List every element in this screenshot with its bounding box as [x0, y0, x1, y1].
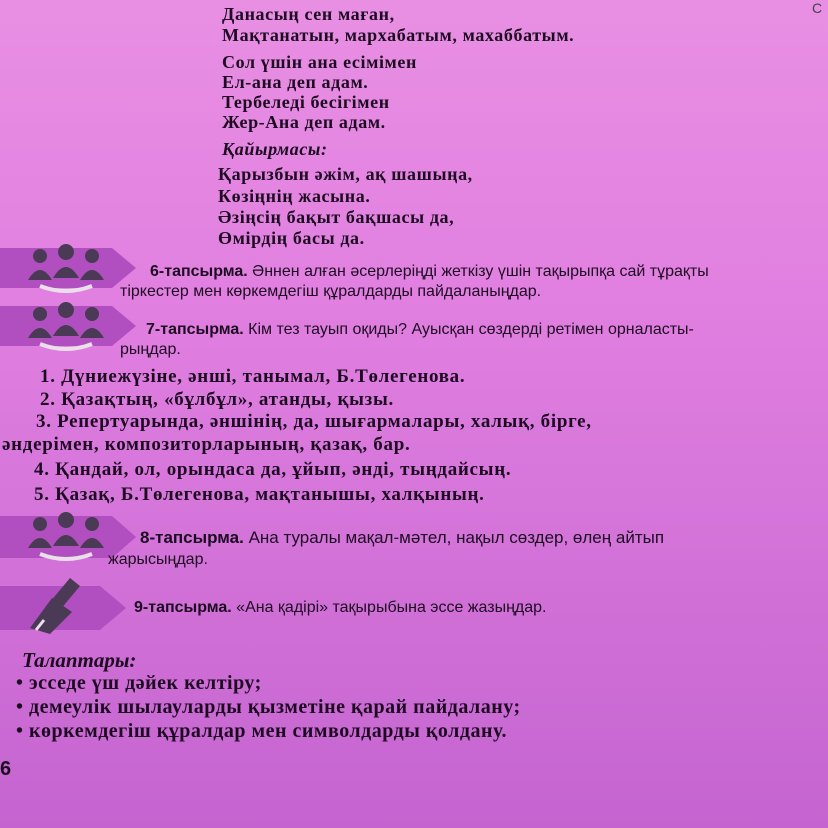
refrain-title: Қайырмасы: [222, 139, 328, 159]
poem-line: Тербеледі бесігімен [222, 92, 390, 112]
task-text: Ана туралы мақал-мәтел, нақыл сөздер, өлең айтып [248, 528, 665, 547]
bullet-icon: • [16, 672, 24, 694]
list-item-continued: әндерімен, композиторларының, қазақ, бар. [2, 434, 411, 455]
task-8-continued: жарысыңдар. [108, 551, 208, 568]
group-people-icon [0, 242, 140, 294]
requirement-text: эсседе үш дәйек келтіру; [29, 672, 262, 694]
task-7-continued: рыңдар. [120, 341, 181, 358]
list-item: 4. Қандай, ол, орындаса да, ұйып, әнді, тыңдайсың. [34, 459, 512, 480]
group-people-icon [0, 300, 140, 352]
task-text: Әннен алған әсерлеріңді жеткізу үшін тақырыпқа сай тұрақты [252, 263, 709, 280]
task-6 [150, 262, 709, 282]
bullet-icon: • [16, 720, 24, 742]
list-item: 3. Репертуарында, әншінің, да, шығармалары, халық, бірге, [36, 411, 592, 432]
pen-writing-icon [0, 572, 140, 636]
requirement-text: демеулік шылауларды қызметіне қарай пайдалану; [29, 696, 521, 718]
task-text: Кім тез тауып оқиды? Ауысқан сөздерді ретімен орналасты- [248, 321, 694, 338]
requirement-item [16, 720, 507, 743]
page-number: 6 [0, 758, 12, 780]
task-number: 9-тапсырма. [134, 599, 232, 616]
task-6-continued: тіркестер мен көркемдегіш құралдарды пайдаланыңдар. [120, 283, 542, 300]
task-7 [146, 320, 694, 340]
task-8 [140, 528, 664, 548]
list-item: 1. Дүниежүзіне, әнші, танымал, Б.Төлегенова. [40, 366, 466, 387]
poem-line: Сол үшін ана есімімен [222, 52, 417, 72]
task-number: 7-тапсырма. [146, 321, 244, 338]
poem-line: Данасың сен маған, [222, 4, 395, 24]
requirement-text: көркемдегіш құралдар мен символдарды қолдану. [29, 720, 507, 742]
poem-line: Қарызбын әжім, ақ шашыңа, [218, 164, 473, 184]
poem-line: Мақтанатын, мархабатым, махаббатым. [222, 25, 575, 45]
requirement-item [16, 696, 521, 719]
requirements-title: Талаптары: [22, 648, 137, 672]
page-edge-mark: C [812, 0, 823, 16]
poem-line: Әзіңсің бақыт бақшасы да, [218, 207, 455, 227]
poem-line: Жер-Ана деп адам. [222, 112, 386, 132]
poem-line: Көзіңнің жасына. [218, 186, 371, 206]
list-item: 2. Қазақтың, «бұлбұл», атанды, қызы. [40, 389, 394, 410]
list-item: 5. Қазақ, Б.Төлегенова, мақтанышы, халқының. [34, 484, 485, 505]
bullet-icon: • [16, 696, 24, 718]
poem-line: Өмірдің басы да. [218, 228, 365, 248]
task-number: 6-тапсырма. [150, 263, 248, 280]
task-number: 8-тапсырма. [140, 528, 244, 547]
requirement-item [16, 672, 262, 695]
poem-line: Ел-ана деп адам. [222, 72, 369, 92]
task-text: «Ана қадірі» тақырыбына эссе жазыңдар. [236, 599, 547, 616]
task-9 [134, 598, 546, 618]
